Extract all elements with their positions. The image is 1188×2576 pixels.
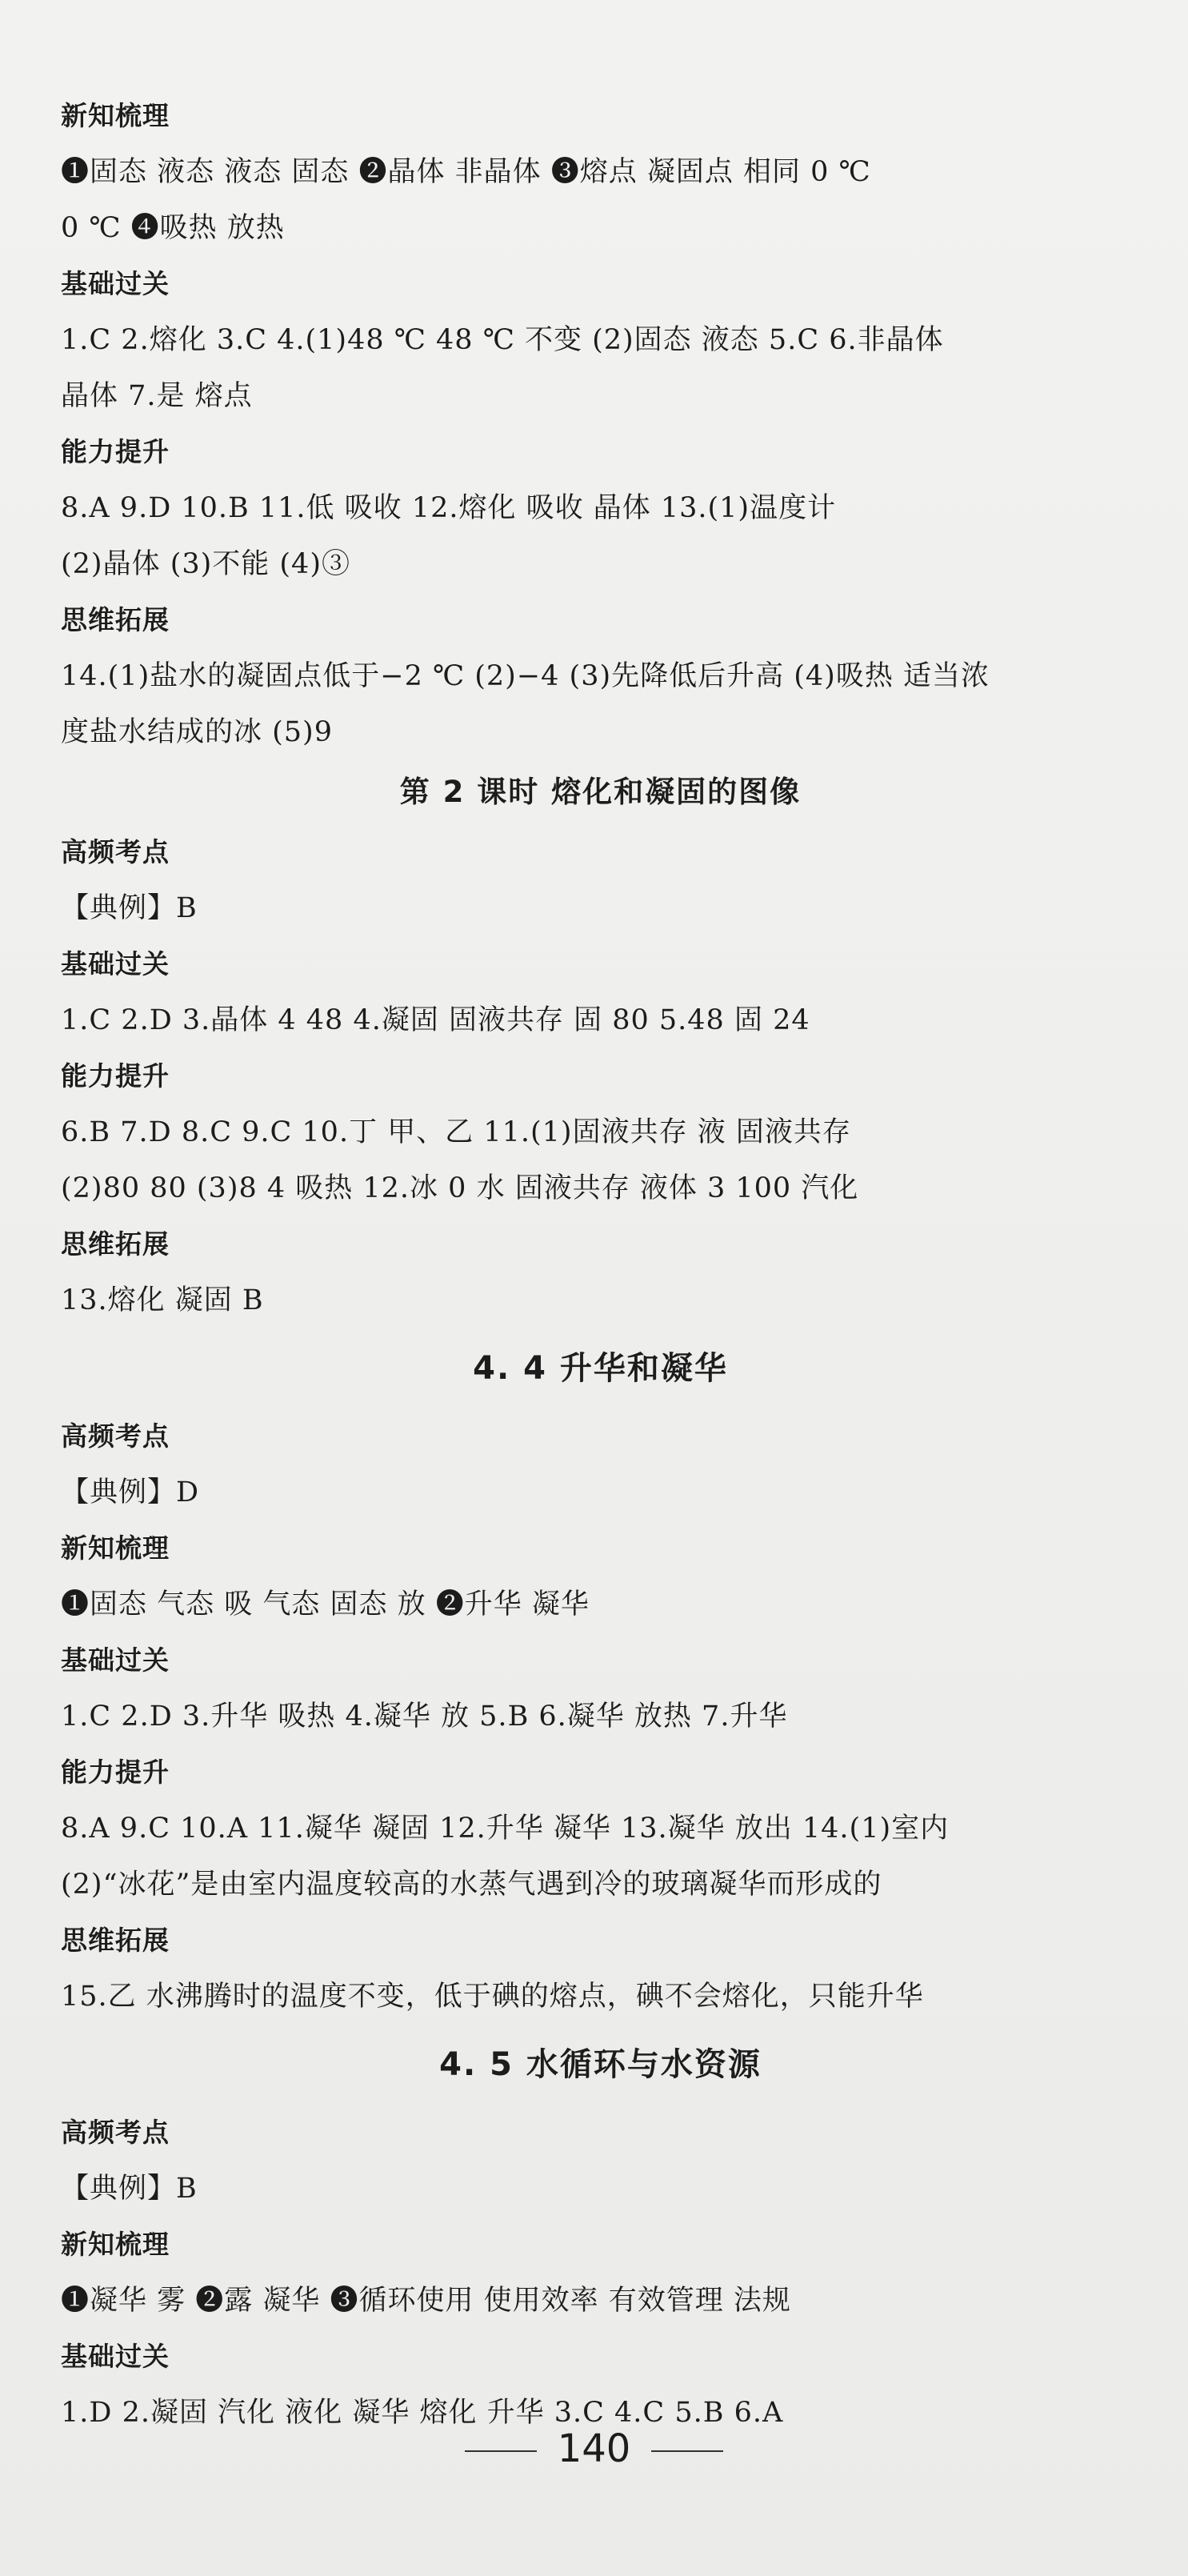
answer-line: 1.C 2.D 3.升华 吸热 4.凝华 放 5.B 6.凝华 放热 7.升华 [61,1701,788,1733]
answer-line: 6.B 7.D 8.C 9.C 10.丁 甲、乙 11.(1)固液共存 液 固液共存 [61,1116,851,1148]
section-heading: 思维拓展 [61,1925,170,1956]
answer-line: (2)晶体 (3)不能 (4)③ [61,548,350,580]
section-heading: 能力提升 [61,1060,170,1092]
section-heading: 高频考点 [61,836,170,867]
section-heading: 新知梳理 [61,1532,170,1564]
section-heading: 基础过关 [61,2341,170,2372]
section-heading: 思维拓展 [61,604,170,635]
page-number-left-dash [465,2450,537,2452]
answer-line: 【典例】D [61,1476,200,1508]
section-heading: 思维拓展 [61,1228,170,1260]
answer-line: 15.乙 水沸腾时的温度不变，低于碘的熔点，碘不会熔化，只能升华 [61,1981,924,2013]
answer-line: ❶凝华 雾 ❷露 凝华 ❸循环使用 使用效率 有效管理 法规 [61,2285,791,2317]
section-heading: 能力提升 [61,436,170,467]
section-heading: 基础过关 [61,948,170,980]
section-heading: 新知梳理 [61,100,170,131]
answer-line: 晶体 7.是 熔点 [61,380,253,412]
section-heading: 高频考点 [61,1420,170,1452]
answer-line: 1.C 2.熔化 3.C 4.(1)48 ℃ 48 ℃ 不变 (2)固态 液态 5.C 6.非晶体 [61,324,944,356]
answer-content [61,88,1140,2441]
section-heading: 高频考点 [61,2117,170,2148]
answer-line: 度盐水结成的冰 (5)9 [61,716,333,748]
section-heading: 基础过关 [61,1645,170,1676]
section-heading: 新知梳理 [61,2229,170,2260]
section-heading: 能力提升 [61,1757,170,1788]
answer-line: (2)“冰花”是由室内温度较高的水蒸气遇到冷的玻璃凝华而形成的 [61,1869,882,1901]
answer-line: ❶固态 气态 吸 气态 固态 放 ❷升华 凝华 [61,1588,590,1621]
lesson-title: 第 2 课时 熔化和凝固的图像 [399,775,802,809]
answer-line: 【典例】B [61,2173,198,2205]
answer-line: 8.A 9.C 10.A 11.凝华 凝固 12.升华 凝华 13.凝华 放出 14.(1)室内 [61,1813,950,1845]
page-number [0,2425,1188,2473]
page-number-right-dash [651,2450,723,2452]
answer-line: (2)80 80 (3)8 4 吸热 12.冰 0 水 固液共存 液体 3 100 汽化 [61,1172,859,1204]
chapter-section-title: 4. 4 升华和凝华 [473,1350,728,1387]
answer-line: 14.(1)盐水的凝固点低于−2 ℃ (2)−4 (3)先降低后升高 (4)吸热 适当浓 [61,660,990,692]
answer-line: 0 ℃ ❹吸热 放热 [61,212,285,244]
answer-line: 1.D 2.凝固 汽化 液化 凝华 熔化 升华 3.C 4.C 5.B 6.A [61,2397,784,2429]
page-number-value: 140 [557,2426,631,2471]
chapter-section-title: 4. 5 水循环与水资源 [439,2046,762,2083]
answer-line: 8.A 9.D 10.B 11.低 吸收 12.熔化 吸收 晶体 13.(1)温度计 [61,492,837,524]
answer-line: 13.熔化 凝固 B [61,1284,264,1316]
answer-line: ❶固态 液态 液态 固态 ❷晶体 非晶体 ❸熔点 凝固点 相同 0 ℃ [61,156,871,188]
answer-line: 1.C 2.D 3.晶体 4 48 4.凝固 固液共存 固 80 5.48 固 24 [61,1004,810,1036]
answer-line: 【典例】B [61,892,198,924]
section-heading: 基础过关 [61,268,170,299]
